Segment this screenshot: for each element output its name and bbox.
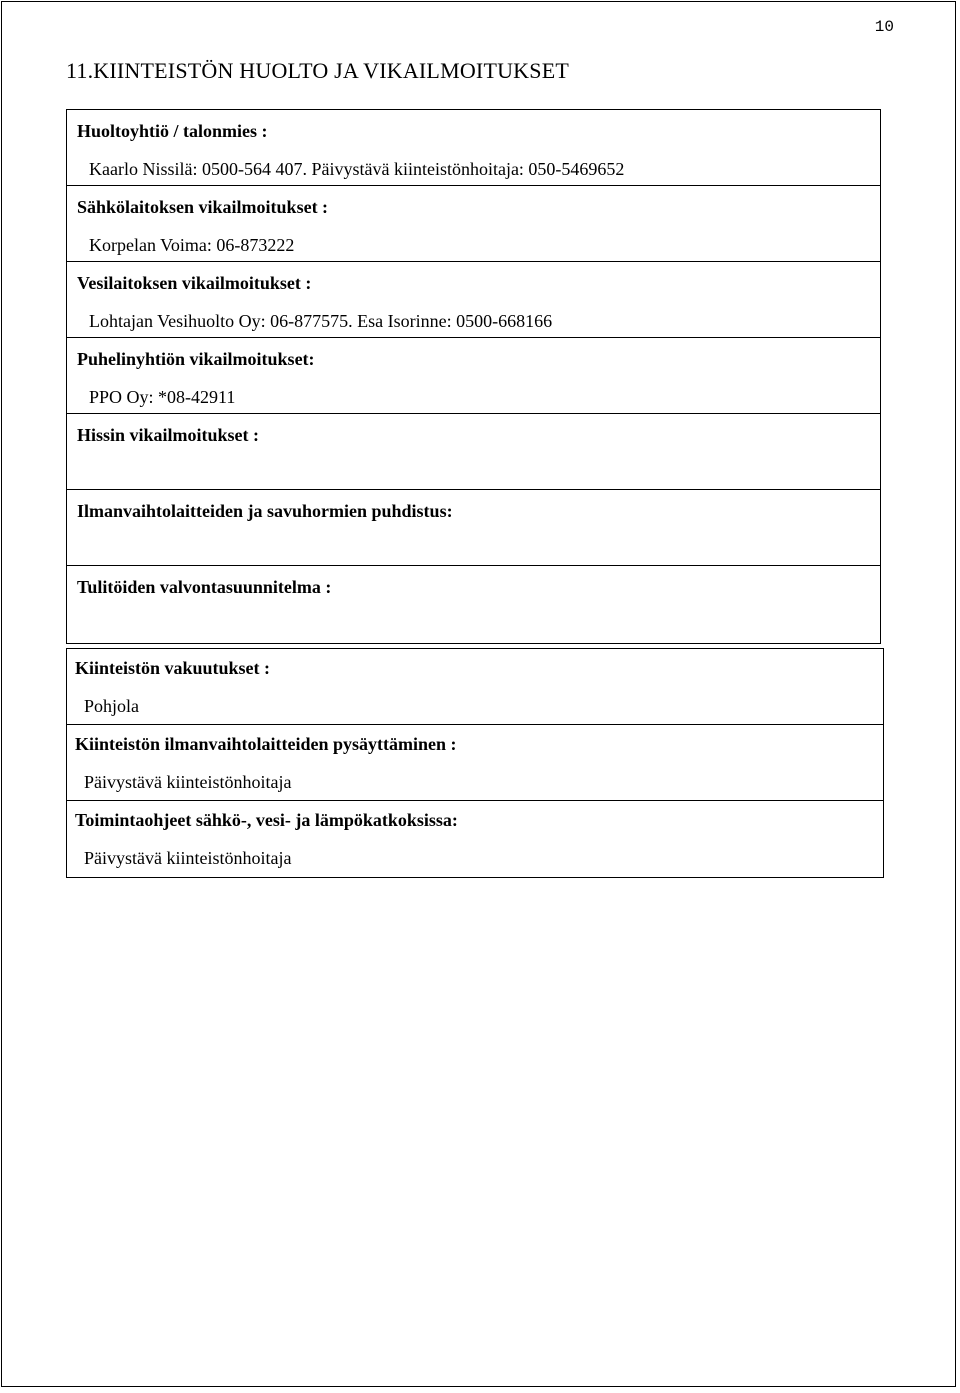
section-label: Kiinteistön vakuutukset : xyxy=(75,658,271,678)
section-value: Päivystävä kiinteistönhoitaja xyxy=(84,848,292,868)
section-label: Huoltoyhtiö / talonmies : xyxy=(77,121,268,141)
section-label: Vesilaitoksen vikailmoitukset : xyxy=(77,273,312,293)
section-label: Sähkölaitoksen vikailmoitukset : xyxy=(77,197,329,217)
page-title: 11.KIINTEISTÖN HUOLTO JA VIKAILMOITUKSET xyxy=(66,58,569,83)
section-value: PPO Oy: *08-42911 xyxy=(89,387,236,407)
section-ventilation-cleaning xyxy=(67,490,880,566)
section-value: Kaarlo Nissilä: 0500-564 407. Päivystävä kiinteistönhoitaja: 050-5469652 xyxy=(89,159,625,179)
section-label: Kiinteistön ilmanvaihtolaitteiden pysäyttäminen : xyxy=(75,734,457,754)
section-label: Puhelinyhtiön vikailmoitukset: xyxy=(77,349,315,369)
section-hot-work-plan xyxy=(67,566,880,643)
section-value: Pohjola xyxy=(84,696,140,716)
contacts-table-upper xyxy=(66,109,881,644)
contacts-table-lower xyxy=(66,648,884,878)
section-maintenance xyxy=(67,110,880,186)
section-outage-instructions xyxy=(67,801,883,877)
page-number: 10 xyxy=(874,18,894,36)
section-value: Lohtajan Vesihuolto Oy: 06-877575. Esa Isorinne: 0500-668166 xyxy=(89,311,553,331)
section-telephone xyxy=(67,338,880,414)
section-ventilation-stop xyxy=(67,725,883,801)
section-value: Päivystävä kiinteistönhoitaja xyxy=(84,772,292,792)
section-label: Hissin vikailmoitukset : xyxy=(77,425,260,445)
section-label: Tulitöiden valvontasuunnitelma : xyxy=(77,577,332,597)
section-label: Toimintaohjeet sähkö-, vesi- ja lämpökatkoksissa: xyxy=(75,810,458,830)
section-electricity xyxy=(67,186,880,262)
section-insurance xyxy=(67,649,883,725)
section-value: Korpelan Voima: 06-873222 xyxy=(89,235,295,255)
section-elevator xyxy=(67,414,880,490)
section-label: Ilmanvaihtolaitteiden ja savuhormien puhdistus: xyxy=(77,501,453,521)
section-water xyxy=(67,262,880,338)
